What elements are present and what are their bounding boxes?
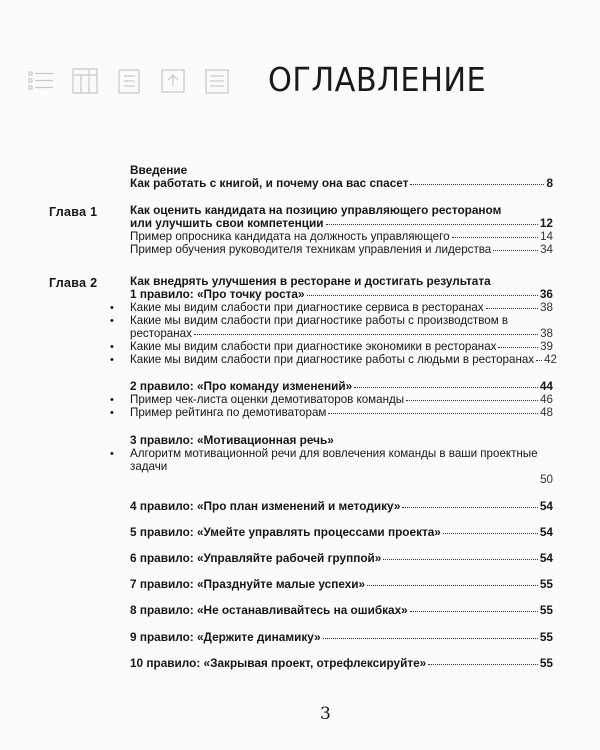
notes-icon (202, 66, 232, 96)
ch1-item-1[interactable] (130, 230, 553, 243)
rule-9-page: 55 (539, 630, 553, 644)
rule-5-entry[interactable] (130, 526, 553, 539)
intro-entry-text: Как работать с книгой, и почему она вас спасет (130, 176, 409, 190)
rule-9-entry[interactable] (130, 631, 553, 644)
upload-icon (158, 66, 188, 96)
checklist-icon (114, 66, 144, 96)
rule-1-item-1-page: 38 (540, 301, 553, 314)
rule-1-item-2-page: 38 (540, 327, 553, 340)
chapter-1-title-entry[interactable] (130, 217, 553, 230)
rule-3-item-line1[interactable]: Алгоритм мотивационной речи для вовлечения команды в ваши проектные (130, 447, 538, 460)
rule-4-entry[interactable] (130, 500, 553, 513)
rule-7-page: 55 (539, 577, 553, 591)
rule-1-item-2-line1[interactable]: Какие мы видим слабости при диагностике работы с производством в (130, 314, 509, 327)
rule-7-entry[interactable] (130, 578, 553, 591)
chapter-1-title-line1: Как оценить кандидата на позицию управляющего рестораном (130, 203, 502, 217)
icon-row (26, 66, 232, 96)
rule-8-text: 8 правило: «Не останавливайтесь на ошибках» (130, 603, 408, 617)
rule-1-page: 36 (539, 287, 553, 301)
rule-2-item-2[interactable] (130, 406, 553, 419)
rule-2-page: 44 (539, 379, 553, 393)
rule-10-page: 55 (539, 656, 553, 670)
rule-1-entry[interactable] (130, 288, 553, 301)
intro-entry[interactable] (130, 177, 553, 190)
bullet: • (110, 354, 114, 366)
rule-1-item-4[interactable] (130, 353, 558, 366)
rule-1-item-1[interactable] (130, 301, 553, 314)
chapter-2-label: Глава 2 (49, 276, 98, 290)
list-icon (26, 66, 56, 96)
rule-8-entry[interactable] (130, 604, 553, 617)
rule-1-item-2-line2: ресторанах (130, 327, 192, 340)
rule-1-item-3-text: Какие мы видим слабости при диагностике экономики в ресторанах (130, 340, 497, 353)
rule-6-page: 54 (539, 551, 553, 565)
rule-3-item-leader[interactable] (130, 473, 553, 486)
rule-5-page: 54 (539, 525, 553, 539)
ch1-item-2-page: 34 (540, 243, 553, 256)
ch1-item-2-text: Пример обучения руководителя техникам управления и лидерства (130, 243, 492, 256)
rule-1-text: 1 правило: «Про точку роста» (130, 287, 305, 301)
rule-1-item-1-text: Какие мы видим слабости при диагностике сервиса в ресторанах (130, 301, 484, 314)
rule-2-entry[interactable] (130, 380, 553, 393)
rule-1-item-2[interactable] (130, 327, 553, 340)
rule-4-text: 4 правило: «Про план изменений и методику» (130, 499, 401, 513)
rule-1-item-4-text: Какие мы видим слабости при диагностике работы с людьми в ресторанах (130, 353, 535, 366)
bullet: • (110, 302, 114, 314)
ch1-item-1-page: 14 (540, 230, 553, 243)
bullet: • (110, 448, 114, 460)
chapter-2-title: Как внедрять улучшения в ресторане и достигать результата (130, 274, 491, 288)
chapter-1-page: 12 (539, 216, 553, 230)
rule-8-page: 55 (539, 603, 553, 617)
rule-5-text: 5 правило: «Умейте управлять процессами проекта» (130, 525, 441, 539)
ch1-item-2[interactable] (130, 243, 553, 256)
rule-3-title[interactable]: 3 правило: «Мотивационная речь» (130, 433, 334, 447)
rule-2-item-1-page: 46 (540, 393, 553, 406)
chapter-1-label: Глава 1 (49, 205, 98, 219)
rule-9-text: 9 правило: «Держите динамику» (130, 630, 321, 644)
bullet: • (110, 394, 114, 406)
chapter-1-title-line2: или улучшить свои компетенции (130, 216, 324, 230)
bullet: • (110, 407, 114, 419)
rule-1-item-3[interactable] (130, 340, 553, 353)
intro-entry-page: 8 (546, 176, 553, 190)
ch1-item-1-text: Пример опросника кандидата на должность управляющего (130, 230, 450, 243)
rule-2-item-1[interactable] (130, 393, 553, 406)
rule-1-item-3-page: 39 (540, 340, 553, 353)
bullet: • (110, 341, 114, 353)
rule-3-item-line2[interactable]: задачи (130, 460, 168, 473)
rule-1-item-4-page: 42 (544, 353, 558, 366)
rule-3-item-page: 50 (540, 473, 553, 486)
rule-10-text: 10 правило: «Закрывая проект, отрефлексируйте» (130, 656, 427, 670)
rule-2-item-2-text: Пример рейтинга по демотиваторам (130, 406, 327, 419)
rule-2-text: 2 правило: «Про команду изменений» (130, 379, 353, 393)
rule-10-entry[interactable] (130, 657, 553, 670)
rule-6-entry[interactable] (130, 552, 553, 565)
page-title: ОГЛАВЛЕНИЕ (268, 60, 487, 99)
rule-4-page: 54 (539, 499, 553, 513)
table-icon (70, 66, 100, 96)
rule-2-item-1-text: Пример чек-листа оценки демотиваторов команды (130, 393, 405, 406)
intro-heading: Введение (130, 163, 188, 177)
page-number: 3 (320, 704, 331, 724)
rule-2-item-2-page: 48 (540, 406, 553, 419)
rule-7-text: 7 правило: «Празднуйте малые успехи» (130, 577, 366, 591)
rule-6-text: 6 правило: «Управляйте рабочей группой» (130, 551, 382, 565)
bullet: • (110, 315, 114, 327)
